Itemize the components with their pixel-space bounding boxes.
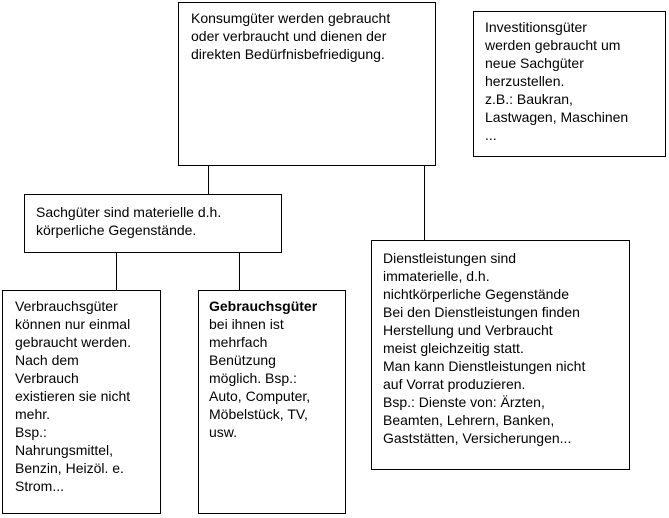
sachgueter-text: Sachgüter sind materielle d.h. körperliche Gegenstände.: [36, 204, 222, 238]
connector-konsum-sach: [208, 166, 209, 194]
connector-sach-gebrauch: [239, 253, 240, 290]
connector-konsum-dienstleistungen: [424, 166, 425, 240]
connector-sach-verbrauch: [116, 253, 117, 290]
sachgueter-box: [24, 194, 282, 253]
konsumgueter-box: [178, 2, 436, 166]
gebrauchsgueter-title: Gebrauchsgüter: [209, 298, 318, 314]
gebrauchsgueter-text: bei ihnen ist mehrfach Benützung möglich. Bsp.: Auto, Computer, Möbelstück, TV, usw.: [209, 316, 311, 440]
konsumgueter-text: Konsumgüter werden gebraucht oder verbraucht und dienen der direkten Bedürfnisbefriedigung.: [191, 10, 391, 62]
verbrauchsgueter-text: Verbrauchsgüter können nur einmal gebraucht werden. Nach dem Verbrauch existieren sie nicht mehr. Bsp.: Nahrungsmittel, Benzin, Heizöl. e. Strom...: [15, 298, 131, 494]
investitionsgueter-box: [473, 11, 666, 157]
verbrauchsgueter-box: [2, 290, 161, 514]
investitionsgueter-text: Investitionsgüter werden gebraucht um neue Sachgüter herzustellen. z.B.: Baukran, Lastwagen, Maschinen ...: [485, 19, 629, 143]
gebrauchsgueter-box: [198, 290, 346, 514]
dienstleistungen-box: [371, 240, 630, 470]
dienstleistungen-text: Dienstleistungen sind immaterielle, d.h. nichtkörperliche Gegenstände Bei den Dienstleistungen finden Herstellung und Verbraucht meist gleichzeitig statt. Man kann Dienstleistungen nicht auf Vorrat produzieren. Bsp.: Dienste von: Ärzten, Beamten, Lehrern, Banken, Gaststätten, Versicherungen...: [383, 250, 586, 446]
